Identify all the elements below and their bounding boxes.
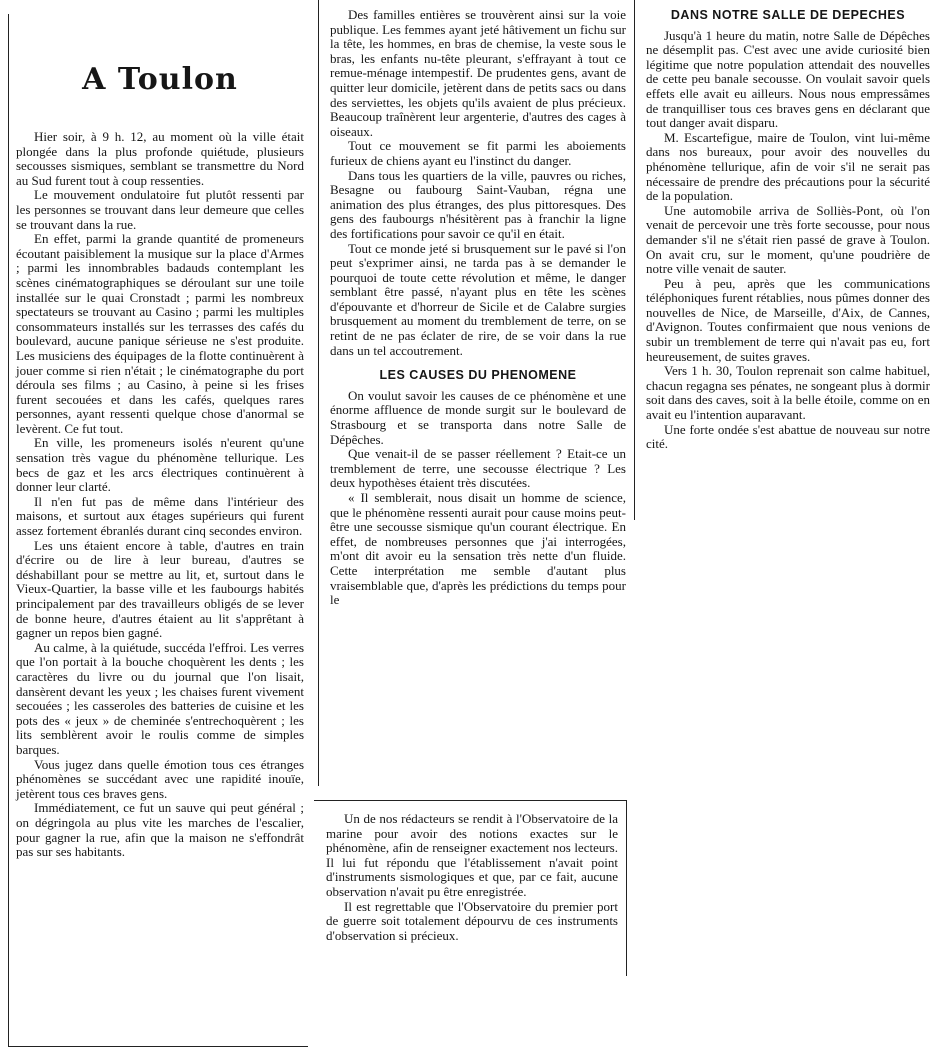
paragraph: M. Escartefigue, maire de Toulon, vint lui-même dans nos bureaux, pour avoir des nouvelles du phénomène tellurique, afin de voir s'il ne serait pas nécessaire de prendre des précautions pour la sécurité de la population. [646,129,930,204]
article-title: A Toulon [82,62,238,97]
paragraph: Il est regrettable que l'Observatoire du premier port de guerre soit totalement dépourvu de ces instruments d'observation si précieux. [326,898,618,943]
paragraph: Hier soir, à 9 h. 12, au moment où la ville était plongée dans la plus profonde quiétude, plusieurs secousses sismiques, semblant se transmettre du Nord au Sud furent tout à coup ressenties. [16,129,304,188]
paragraph: On voulut savoir les causes de ce phénomène et une énorme affluence de monde surgit sur le boulevard de Strasbourg et se transporta dans notre Salle de Dépêches. [330,387,626,447]
column-1 [16,8,312,860]
paragraph: Que venait-il de se passer réellement ? Etait-ce un tremblement de terre, une secousse électrique ? Les deux hypothèses étaient très discutées. [330,446,626,491]
paragraph: « Il semblerait, nous disait un homme de science, que le phénomène ressenti aurait pour cause moins peut-être une secousse sismique qu'un courant électrique. En effet, de nombreuses personnes que j'ai interrogées, m'ont dit avoir eu la sensation très nette d'un fluide. Cette interprétation me semble d'autant plus vraisemblable que, d'après les prédictions du temps pour le [330,490,626,608]
paragraph: Une forte ondée s'est abattue de nouveau sur notre cité. [646,421,930,452]
paragraph: Le mouvement ondulatoire fut plutôt ressenti par les personnes se trouvant dans leur demeure que celles se trouvant dans la rue. [16,187,304,232]
column-rule-2-3 [634,0,635,520]
paragraph: Immédiatement, ce fut un sauve qui peut général ; on dégringola au plus vite les marches de l'escalier, pour gagner la rue, afin que la maison ne s'effondrât pas sur ses habitants. [16,800,304,860]
salle-heading: DANS NOTRE SALLE DE DEPECHES [670,8,906,22]
column-rule-bottom-left [8,1046,308,1047]
paragraph: Au calme, à la quiétude, succéda l'effroi. Les verres que l'on portait à la bouche choquèrent les dents ; les caractères du livre ou du journal que l'on lisait, dansèrent devant les yeux ; les chaises furent vivement secouées ; les casseroles des batteries de cuisine et les pots des « jeux » de cheminée s'entrechoquèrent ; les lits semblèrent avoir le roulis comme de simples barques. [16,639,304,757]
column-rule-1-2 [318,0,319,786]
paragraph: Des familles entières se trouvèrent ainsi sur la voie publique. Les femmes ayant jeté hâtivement un fichu sur la tête, les hommes, en bras de chemise, la veste sous le bras, les enfants nu-tête pleurant, s'effrayant à tout ce remue-ménage intempestif. De prudentes gens, avant de quitter leur domicile, jetèrent dans de petits sacs ou dans des serviettes, les objets qu'ils avaient de plus précieux. Beaucoup traînèrent leur argenterie, d'autres des cages à oiseaux. [330,7,626,139]
paragraph: En effet, parmi la grande quantité de promeneurs écoutant paisiblement la musique sur la place d'Armes ; parmi les innombrables badauds contemplant les scènes cinématographiques se déroulant sur une toile installée sur le quai Cronstadt ; parmi les nombreux spectateurs se trouvant au Casino ; parmi les multiples consommateurs installés sur les terrasses des cafés du boulevard, aucune panique sérieuse ne s'est produite. Les musiciens des équipages de la flotte continuèrent à jouer comme si rien n'était ; le cinématographe du port déroula ses films ; au Casino, à peine si les frises furent secouées et dans les cafés, quelques rares personnes, ayant ressenti quelque chose d'anormal se levèrent. Ce fut tout. [16,231,304,436]
paragraph: Un de nos rédacteurs se rendit à l'Observatoire de la marine pour avoir des notions exactes sur le phénomène, afin de renseigner exactement nos lecteurs. Il lui fut répondu que l'établissement n'avait point d'instruments sismologiques et que, par ce fait, aucune observation n'avait pu être enregistrée. [326,811,618,899]
paragraph: Il n'en fut pas de même dans l'intérieur des maisons, et surtout aux étages supérieurs qui furent assez fortement ébranlés durant cinq secondes environ. [16,493,304,539]
paragraph: Peu à peu, après que les communications téléphoniques furent rétablies, nous pûmes donner des nouvelles de Nice, de Marseille, d'Aix, de Cannes, d'Avignon. Toutes confirmaient que nous venions de subir un tremblement de terre qui n'avait pas eu, fort heureusement, de suites graves. [646,275,930,364]
column-2 [326,8,630,608]
paragraph: Tout ce monde jeté si brusquement sur le pavé si l'on peut s'exprimer ainsi, ne tarda pas à se demander le pourquoi de toute cette révolution et même, le danger semblant être passé, n'ayant plus en tête les scènes d'épouvante et d'horreur de Sicile et de Calabre surgies brusquement au moment du tremblement de terre, on se retint de ne pas éclater de rire, de se voir dans la rue dans un tel accoutrement. [330,240,626,358]
column-rule-left [8,14,9,1046]
causes-heading: LES CAUSES DU PHENOMENE [379,368,577,383]
column-3 [642,8,934,452]
paragraph: Vers 1 h. 30, Toulon reprenait son calme habituel, chacun regagna ses pénates, ne songeant plus à dormir soit dans des caves, soit à la belle étoile, comme on en avait eu l'intention auparavant. [646,363,930,423]
paragraph: Tout ce mouvement se fit parmi les aboiements furieux de chiens ayant eu l'instinct du danger. [330,138,626,168]
paragraph: Vous jugez dans quelle émotion tous ces étranges phénomènes se succédant avec une rapidité inouïe, jetèrent tous ces braves gens. [16,756,304,801]
paragraph: Une automobile arriva de Solliès-Pont, où l'on venait de percevoir une très forte secousse, pour nous demander s'il ne s'était rien passé de grave à Toulon. On avait cru, sur le moment, qu'une poudrière de notre ville venait de sauter. [646,202,930,277]
paragraph: Jusqu'à 1 heure du matin, notre Salle de Dépêches ne désemplit pas. C'est avec une avide curiosité bien légitime que notre population attendait des nouvelles de cette peu banale secousse. On voulait savoir quels effets elle avait eu ailleurs. Nous nous empressâmes de tranquilliser tous ces braves gens en déclarant que tout danger avait disparu. [646,27,930,131]
paragraph: Les uns étaient encore à table, d'autres en train d'écrire ou de lire à leur bureau, d'autres se déshabillant pour se mettre au lit, et, surtout dans le Vieux-Quartier, la basse ville et les faubourgs habités principalement par des travailleurs obligés de se lever de bonne heure, d'autres étaient au lit s'apprêtant à gagner un repos bien gagné. [16,537,304,641]
paragraph: Dans tous les quartiers de la ville, pauvres ou riches, Besagne ou faubourg Saint-Vauban, régna une animation des plus étranges, des plus pittoresques. Des gens des faubourgs n'hésitèrent pas à franchir la ligne des fortifications pour savoir ce qu'il en était. [330,167,626,241]
observatory-box [314,800,626,976]
box-rule-right [626,800,627,976]
paragraph: En ville, les promeneurs isolés n'eurent qu'une sensation très vague du phénomène tellurique. Les becs de gaz et les arcs électriques continuèrent à donner leur clarté. [16,435,304,495]
